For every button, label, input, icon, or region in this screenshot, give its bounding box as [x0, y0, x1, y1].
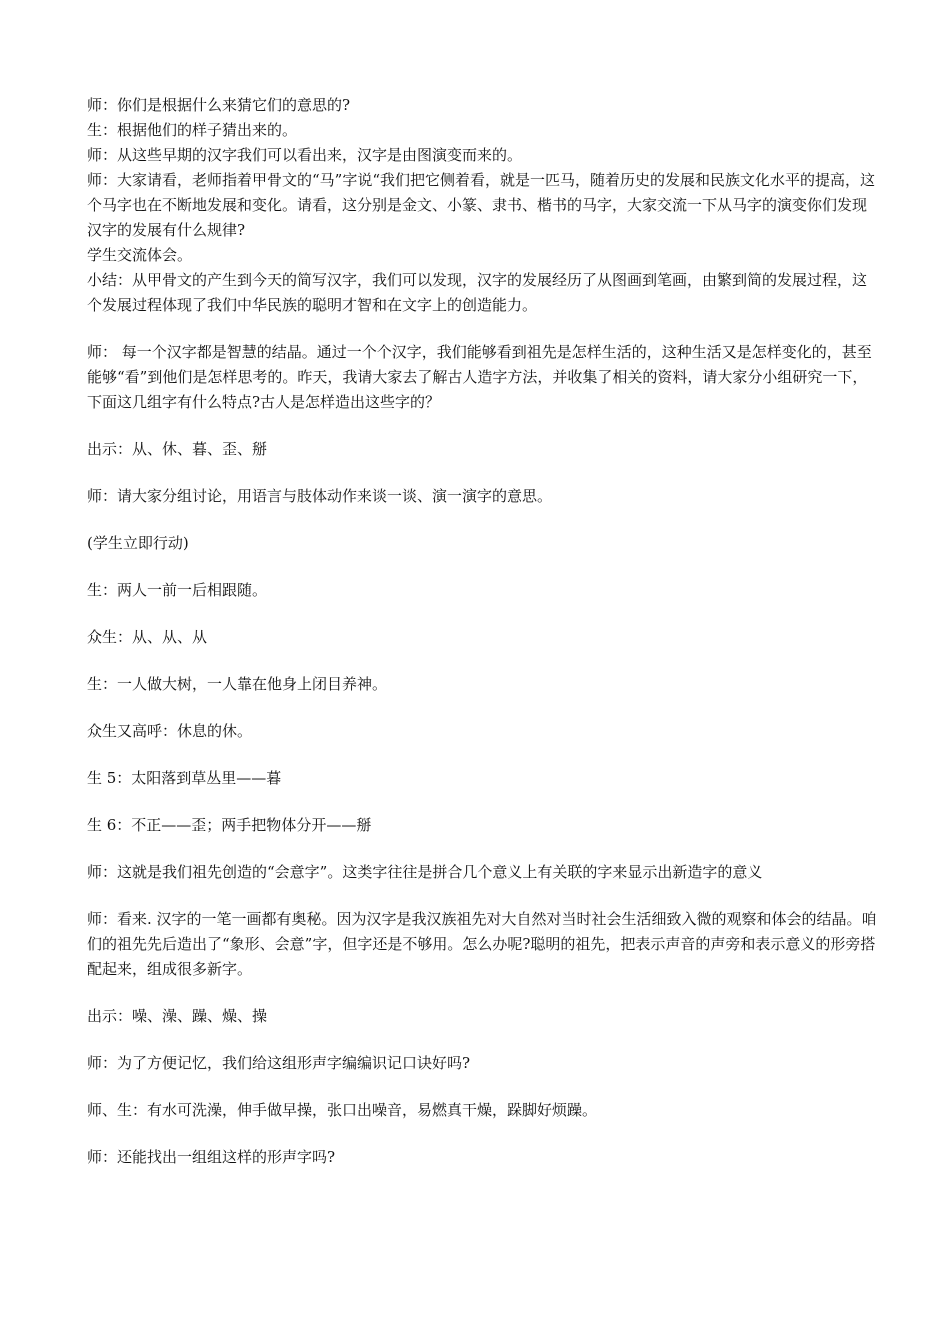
summary-paragraph: 小结：从甲骨文的产生到今天的简写汉字，我们可以发现，汉字的发展经历了从图画到笔画，由繁到简的发展过程，这个发展过程体现了我们中华民族的聪明才智和在文字上的创造能力。 [87, 271, 868, 314]
paragraph: 师：看来. 汉字的一笔一画都有奥秘。因为汉字是我汉族祖先对大自然对当时社会生活细致入微的观察和体会的结晶。咱们的祖先先后造出了“象形、会意”字，但字还是不够用。怎么办呢?聪明的祖先，把表示声音的声旁和表示意义的形旁搭配起来，组成很多新字。 [87, 910, 877, 978]
paragraph: 生 5：太阳落到草丛里——暮 [87, 769, 282, 787]
paragraph: 学生交流体会。 [87, 246, 193, 264]
paragraph: (学生立即行动) [87, 534, 189, 552]
paragraph: 众生：从、从、从 [87, 628, 208, 646]
paragraph: 出示：从、休、暮、歪、掰 [87, 440, 268, 458]
paragraph: 师：大家请看，老师指着甲骨文的“马”字说“我们把它侧着看，就是一匹马，随着历史的发展和民族文化水平的提高，这个马字也在不断地发展和变化。请看，这分别是金文、小篆、隶书、楷书的马字，大家交流一下从马字的演变你们发现汉字的发展有什么规律? [87, 171, 876, 239]
paragraph: 师：从这些早期的汉字我们可以看出来，汉字是由图演变而来的。 [87, 146, 523, 164]
document-page [87, 93, 879, 1192]
paragraph: 生：一人做大树，一人靠在他身上闭目养神。 [87, 675, 388, 693]
paragraph: 生 6：不正——歪；两手把物体分开——掰 [87, 816, 372, 834]
body-section [87, 340, 879, 1170]
paragraph: 师、生：有水可洗澡，伸手做早操，张口出噪音，易燃真干燥，跺脚好烦躁。 [87, 1101, 598, 1119]
paragraph: 生：根据他们的样子猜出来的。 [87, 121, 298, 139]
intro-section [87, 93, 879, 318]
paragraph: 师：你们是根据什么来猜它们的意思的? [87, 96, 351, 114]
paragraph: 师：还能找出一组组这样的形声字吗? [87, 1148, 336, 1166]
paragraph: 师：请大家分组讨论，用语言与肢体动作来谈一谈、演一演字的意思。 [87, 487, 553, 505]
paragraph: 生：两人一前一后相跟随。 [87, 581, 268, 599]
spacer [87, 318, 879, 340]
paragraph: 出示：噪、澡、躁、燥、操 [87, 1007, 268, 1025]
paragraph: 众生又高呼：休息的休。 [87, 722, 253, 740]
paragraph: 师：为了方便记忆，我们给这组形声字编编识记口诀好吗? [87, 1054, 471, 1072]
paragraph: 师：这就是我们祖先创造的“会意字”。这类字往往是拼合几个意义上有关联的字来显示出新造字的意义 [87, 863, 763, 881]
paragraph: 师： 每一个汉字都是智慧的结晶。通过一个个汉字，我们能够看到祖先是怎样生活的，这种生活又是怎样变化的，甚至能够“看”到他们是怎样思考的。昨天，我请大家去了解古人造字方法，并收集了相关的资料，请大家分小组研究一下，下面这几组字有什么特点?古人是怎样造出这些字的？ [87, 343, 872, 411]
